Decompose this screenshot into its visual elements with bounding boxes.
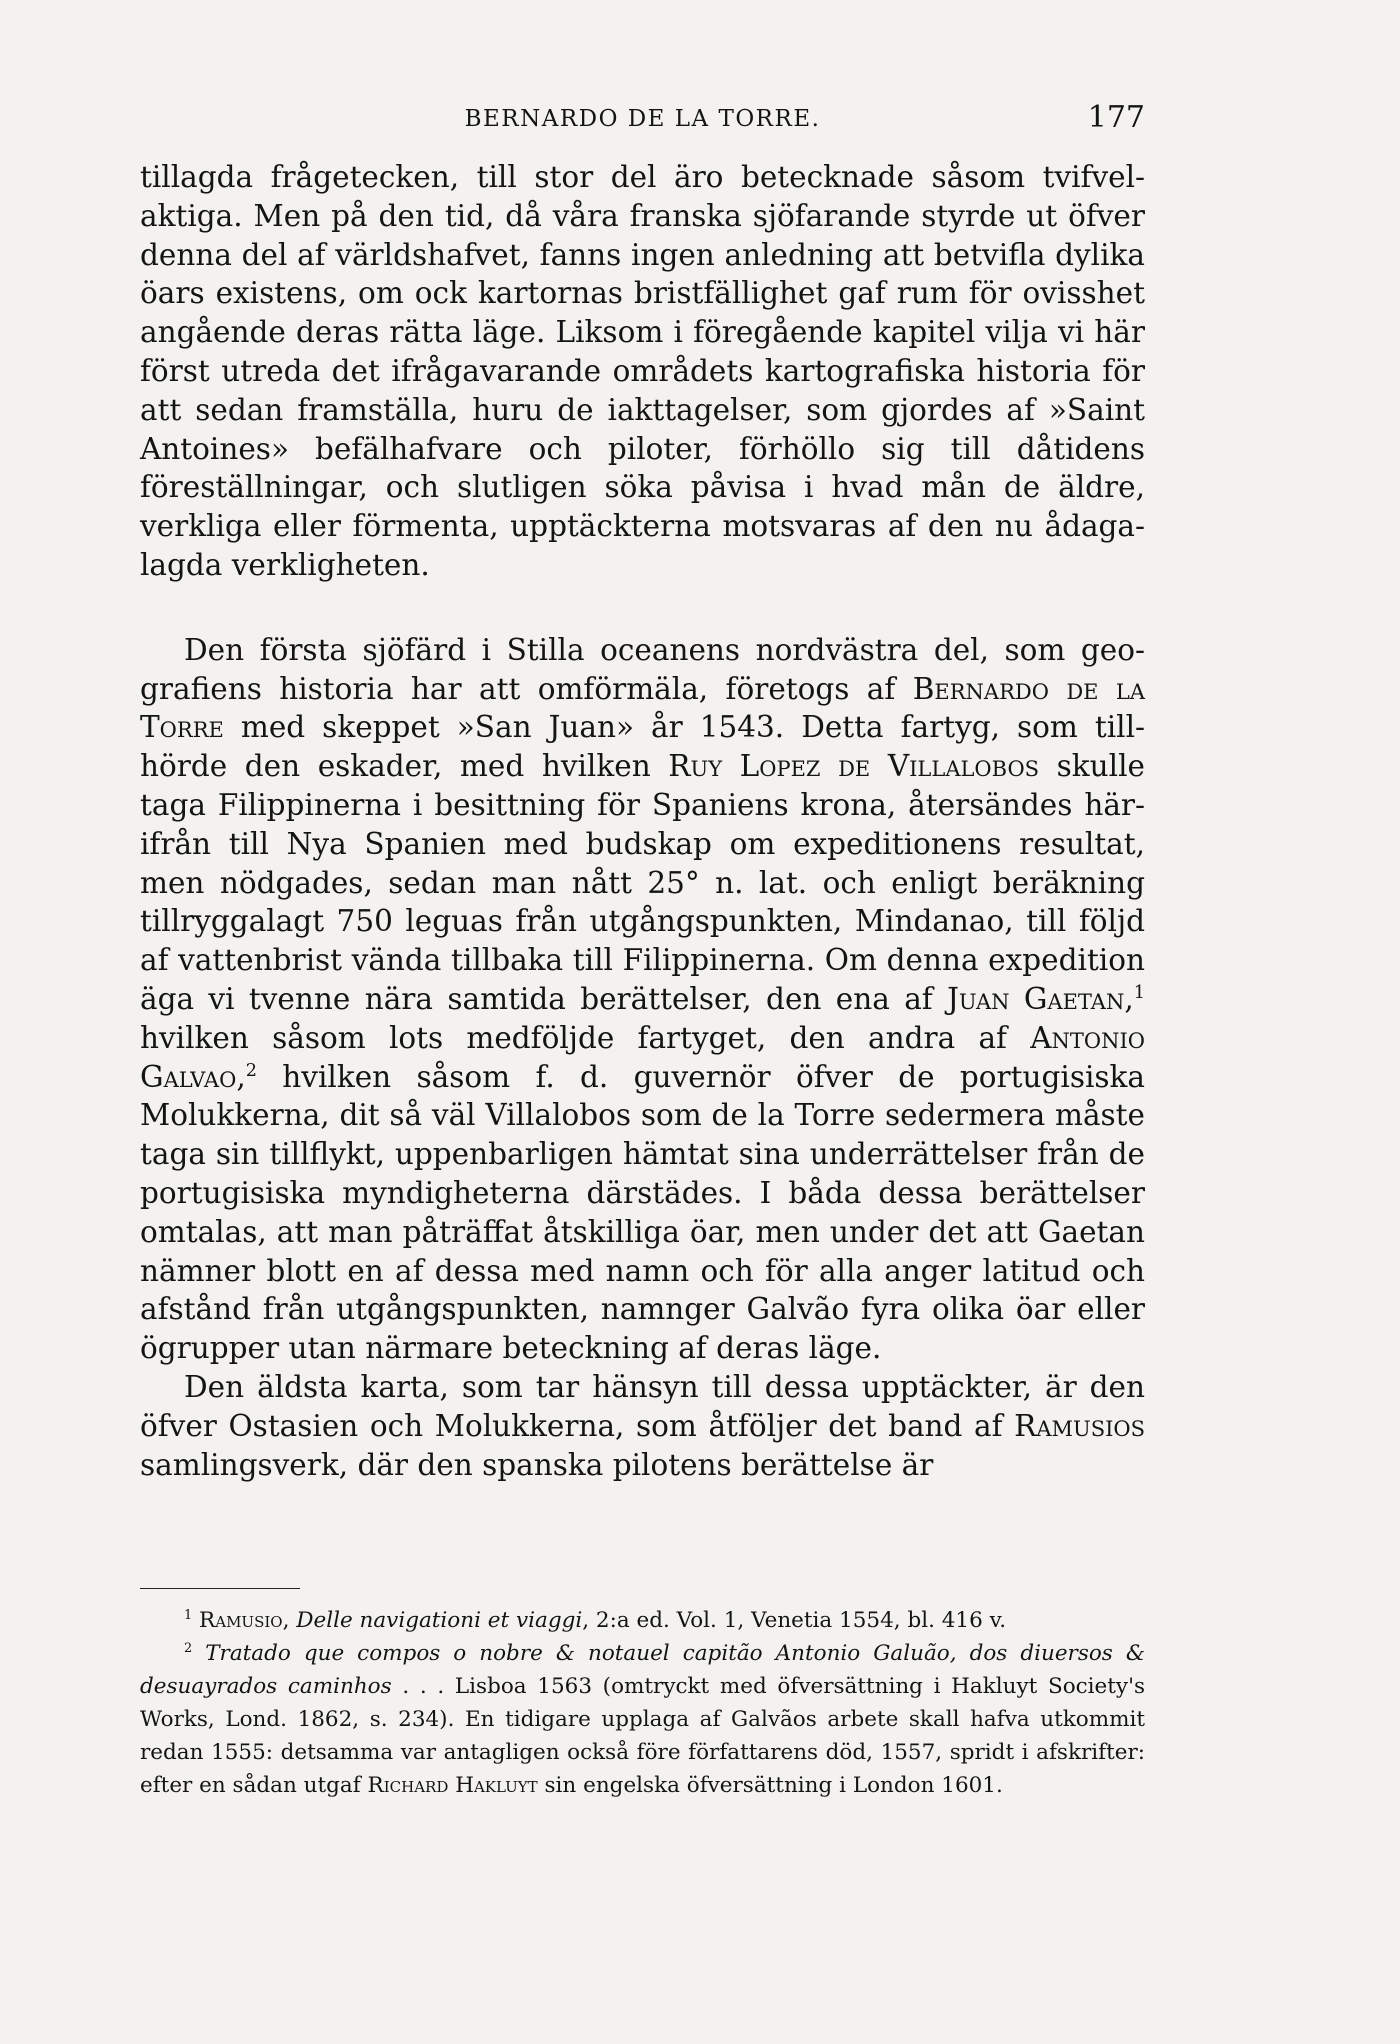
text-run: . . . Lisboa 1563 (omtryckt med öfversättning i Hakluyt Society's Works, Lond. 1862, s. 234). En tidigare upplaga af Galvãos arbete skall hafva utkommit redan 1555: detsamma var antagligen också före författarens död, 1557, spridt i afskrifter: efter en sådan utgaf bbox=[140, 1674, 1146, 1798]
page-number: 177 bbox=[1087, 100, 1145, 135]
body-text bbox=[140, 158, 1145, 1484]
paragraph-2 bbox=[140, 631, 1145, 1368]
footnote-reference: 1 bbox=[1133, 983, 1145, 1004]
italic-title: Delle navigationi et viaggi bbox=[296, 1608, 583, 1633]
name-small-caps: Juan Gaetan bbox=[947, 981, 1125, 1016]
text-run: , bbox=[1124, 981, 1134, 1016]
text-run: , bbox=[236, 1059, 246, 1094]
section-gap bbox=[140, 585, 1145, 631]
name-small-caps: Antonio Galvao bbox=[140, 1020, 1145, 1094]
footnote-rule bbox=[140, 1588, 300, 1589]
text-run: med skeppet »San Juan» år 1543. Detta fartyg, som tillhörde den eskader, med hvilken bbox=[140, 710, 1145, 784]
name-small-caps: Bernardo de la Torre bbox=[140, 671, 1145, 745]
text-run: , bbox=[282, 1608, 297, 1633]
footnote-marker: 1 bbox=[184, 1607, 193, 1623]
text-run bbox=[192, 1641, 205, 1666]
name-small-caps: Richard Hakluyt bbox=[367, 1773, 538, 1798]
text-run: hvilken såsom lots medföljde fartyget, den andra af bbox=[140, 1020, 1031, 1055]
text-run: samlingsverk, där den spanska pilotens berättelse är bbox=[140, 1447, 934, 1482]
footnote-2 bbox=[140, 1637, 1145, 1802]
text-run: , 2:a ed. Vol. 1, Venetia 1554, bl. 416 v. bbox=[582, 1608, 1007, 1633]
footnote-reference: 2 bbox=[245, 1060, 257, 1081]
text-run: Den första sjöfärd i Stilla oceanens nordvästra del, som geografiens historia har att omförmäla, företogs af bbox=[140, 632, 1145, 706]
page-header bbox=[140, 100, 1145, 140]
italic-title: Tratado que compos o nobre & notauel capitão Antonio Galuão, dos diuersos & desuayrados caminhos bbox=[140, 1641, 1145, 1699]
paragraph-3 bbox=[140, 1368, 1145, 1484]
footnote-1 bbox=[140, 1604, 1145, 1637]
paragraph-1 bbox=[140, 158, 1145, 585]
text-run: skulle taga Filippinerna i besittning för Spaniens krona, återsändes härifrån till Nya Spanien med budskap om expeditionens resultat, men nödgades, sedan man nått 25° n. lat. och enligt beräkning tillryggalagt 750 leguas från utgångspunkten, Mindanao, till följd af vattenbrist vända tillbaka till Filippinerna. Om denna expedition äga vi tvenne nära samtida berättelser, den ena af bbox=[140, 749, 1146, 1016]
name-small-caps: Ramusios bbox=[1014, 1408, 1145, 1443]
text-run: sin engelska öfversättning i London 1601. bbox=[537, 1773, 1003, 1798]
text-run: Den äldsta karta, som tar hänsyn till dessa upptäckter, är den öfver Ostasien och Molukkerna, som åtföljer det band af bbox=[140, 1369, 1145, 1443]
running-head: BERNARDO DE LA TORRE. bbox=[464, 106, 821, 132]
text-run: tillagda frågetecken, till stor del äro betecknade såsom tvifvelaktiga. Men på den tid, då våra franska sjöfarande styrde ut öfver denna del af världshafvet, fanns ingen anledning att betvifla dylika öars existens, om ock kartornas bristfällighet gaf rum för ovisshet angående deras rätta läge. Liksom i föregående kapitel vilja vi här först utreda det ifrågavarande områdets kartografiska historia för att sedan framställa, huru de iakttagelser, som gjordes af »Saint Antoines» befälhafvare och piloter, förhöllo sig till dåtidens föreställningar, och slutligen söka påvisa i hvad mån de äldre, verkliga eller förmenta, upptäckterna motsvaras af den nu ådagalagda verkligheten. bbox=[140, 160, 1145, 582]
footnote-marker: 2 bbox=[184, 1640, 193, 1656]
name-small-caps: Ramusio bbox=[199, 1608, 283, 1633]
footnotes bbox=[140, 1604, 1145, 1802]
text-run: hvilken såsom f. d. guvernör öfver de portugisiska Molukkerna, dit så väl Villalobos som de la Torre sedermera måste taga sin tillflykt, uppenbarligen hämtat sina underrättelser från de portugisiska myndigheterna därstädes. I båda dessa berättelser omtalas, att man påträffat åtskilliga öar, men under det att Gaetan nämner blott en af dessa med namn och för alla anger latitud och afstånd från utgångspunkten, namnger Galvão fyra olika öar eller ögrupper utan närmare beteckning af deras läge. bbox=[140, 1059, 1145, 1366]
name-small-caps: Ruy Lopez de Villalobos bbox=[668, 749, 1040, 784]
